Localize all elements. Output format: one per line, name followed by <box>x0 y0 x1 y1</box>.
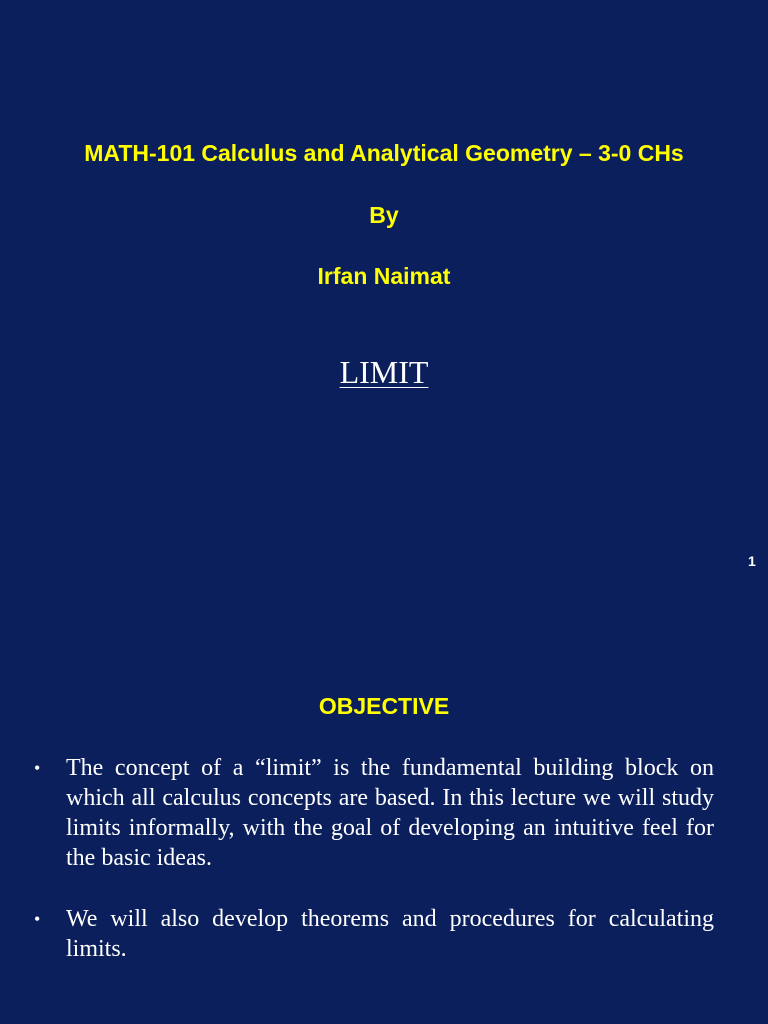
bullet-text: The concept of a “limit” is the fundamental building block on which all calculus concepts are based. In this lecture we will study limits informally, with the goal of developing an intuitive feel for the basic ideas. <box>66 755 714 871</box>
bullet-item <box>30 753 714 873</box>
bullet-icon: • <box>34 758 41 778</box>
bullet-text: We will also develop theorems and procedures for calculating limits. <box>66 906 714 962</box>
page-number: 1 <box>748 553 756 569</box>
objective-bullet-list <box>30 753 714 995</box>
course-title: MATH-101 Calculus and Analytical Geometry – 3-0 CHs <box>84 140 684 166</box>
objective-heading: OBJECTIVE <box>318 693 450 719</box>
by-line: By <box>369 202 399 228</box>
author-name: Irfan Naimat <box>317 263 451 289</box>
bullet-item <box>30 904 714 964</box>
slide-objective <box>0 576 768 1024</box>
topic-title: LIMIT <box>339 354 429 390</box>
bullet-icon: • <box>34 909 41 929</box>
